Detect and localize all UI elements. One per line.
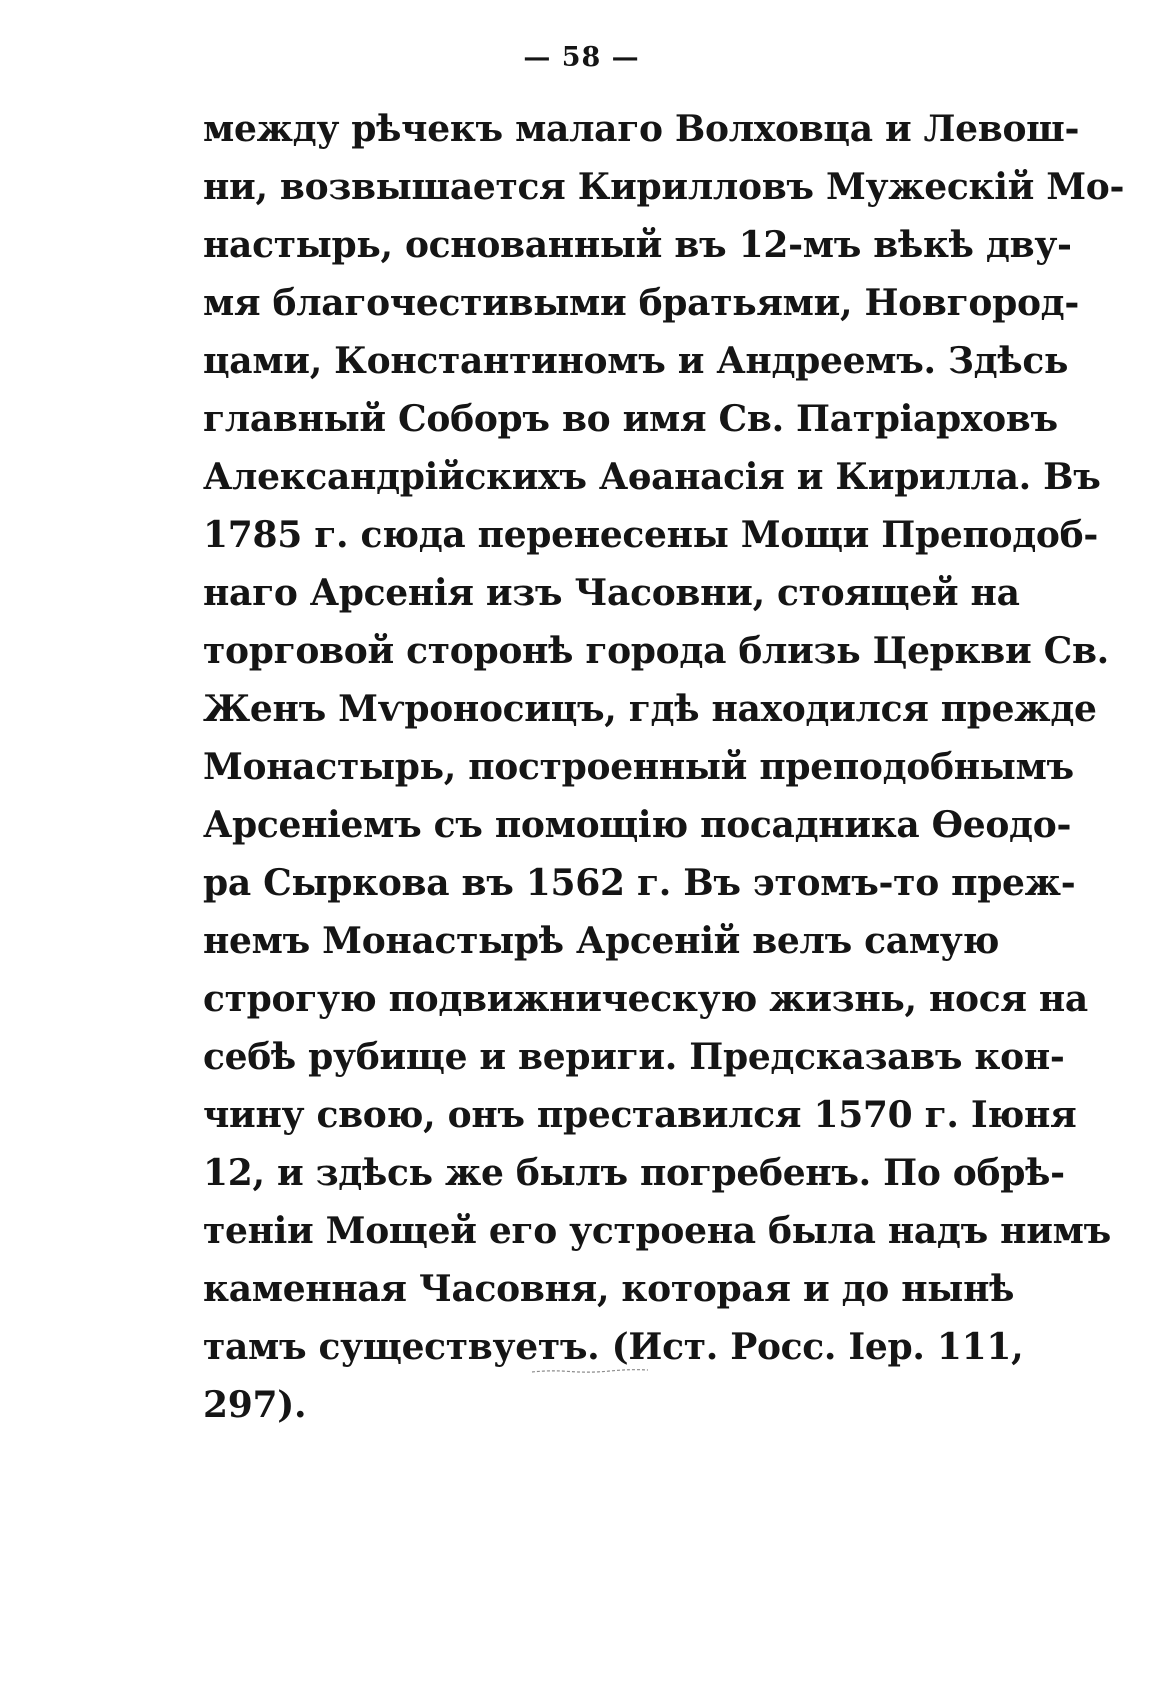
text-line: 297).: [203, 1384, 307, 1426]
text-line: наго Арсенія изъ Часовни, стоящей на: [203, 572, 1020, 614]
ink-mark: [530, 1368, 650, 1374]
text-line: между рѣчекъ малаго Волховца и Левош-: [203, 108, 1080, 150]
text-line: цами, Константиномъ и Андреемъ. Здѣсь: [203, 340, 1069, 382]
text-line: торговой сторонѣ города близь Церкви Св.: [203, 630, 1109, 672]
text-line: 12, и здѣсь же былъ погребенъ. По обрѣ-: [203, 1152, 1065, 1194]
text-line: каменная Часовня, которая и до нынѣ: [203, 1268, 1015, 1310]
text-line: настырь, основанный въ 12-мъ вѣкѣ дву-: [203, 224, 1072, 266]
text-line: Александрійскихъ Аѳанасія и Кирилла. Въ: [203, 456, 1101, 498]
text-line: немъ Монастырѣ Арсеній велъ самую: [203, 920, 1000, 962]
page-number: — 58 —: [523, 42, 640, 73]
text-line: Женъ Мѵроносицъ, гдѣ находился прежде: [203, 688, 1097, 730]
text-line: Монастырь, построенный преподобнымъ: [203, 746, 1074, 788]
text-line: Арсеніемъ съ помощію посадника Ѳеодо-: [203, 804, 1072, 846]
text-line: чину свою, онъ преставился 1570 г. Іюня: [203, 1094, 1077, 1136]
text-line: теніи Мощей его устроена была надъ нимъ: [203, 1210, 1111, 1252]
text-line: себѣ рубище и вериги. Предсказавъ кон-: [203, 1036, 1065, 1078]
body-text: [203, 100, 1125, 1434]
text-line: мя благочестивыми братьями, Новгород-: [203, 282, 1079, 324]
text-line: главный Соборъ во имя Св. Патріарховъ: [203, 398, 1058, 440]
text-line: ра Сыркова въ 1562 г. Въ этомъ-то преж-: [203, 862, 1076, 904]
text-line: 1785 г. сюда перенесены Мощи Преподоб-: [203, 514, 1098, 556]
text-line: строгую подвижническую жизнь, нося на: [203, 978, 1088, 1020]
text-line: ни, возвышается Кирилловъ Мужескій Мо-: [203, 166, 1125, 208]
text-line: тамъ существуетъ. (Ист. Росс. Іер. 111,: [203, 1326, 1024, 1368]
